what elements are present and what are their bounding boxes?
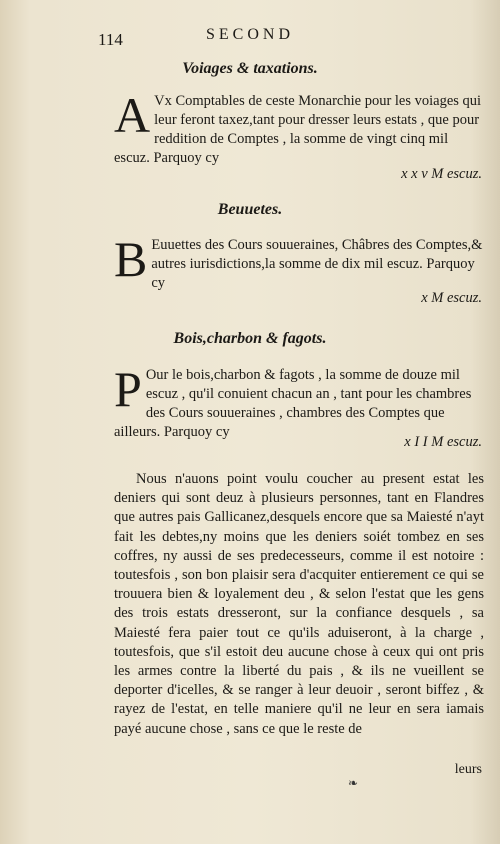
page-header [0, 20, 500, 48]
paragraph-text: Our le bois,charbon & fagots , la somme de douze mil escuz , qu'il conuient chacun an , tant pour les chambres des Cours souueraines , chambres des Comptes que ailleurs. Parquoy cy [114, 367, 472, 440]
section-paragraph-beuuetes [114, 231, 484, 293]
catchword: leurs [454, 762, 482, 777]
dropcap-a: A [114, 87, 151, 143]
dropcap-b: B [114, 231, 148, 287]
sum-bois: x I I M escuz. [404, 434, 482, 450]
sum-voiages: x x v M escuz. [401, 166, 482, 182]
page-number: 114 [98, 30, 123, 49]
dropcap-p: P [114, 361, 142, 417]
sum-beuuetes: x M escuz. [421, 290, 482, 306]
section-paragraph-voiages [114, 87, 484, 168]
section-heading-bois: Bois,charbon & fagots. [173, 330, 327, 347]
paragraph-text: Vx Comptables de ceste Monarchie pour les voiages qui leur feront taxez,tant pour dresser leurs estats , que pour reddition de Comptes , la somme de vingt cinq mil escuz. Parquoy cy [114, 93, 482, 166]
paragraph-text: Euuettes des Cours souueraines, Châbres des Comptes,& autres iurisdictions,la somme de dix mil escuz. Parquoy cy [151, 237, 483, 291]
running-head: SECOND [205, 26, 294, 43]
ornament-icon: ❧ [348, 776, 359, 790]
body-paragraph: Nous n'auons point voulu coucher au present estat les deniers qui sont deuz à plusieurs personnes, tant en Flandres que autres pais Gallicanez,desquels encore que sa Maiesté n'ayt fait les debtes,ny moins que les deniers soiét tombez en ses coffres, ny aussi de ses predecesseurs, comme il est notoire : toutesfois , son bon plaisir sera d'acquiter entierement ce qui se trouuera bien & loyalement deu , & selon l'estat que les gens des trois estats dresseront, sur la confiance desquels , sa Maiesté fera paier tout ce qu'ils aduiseront, à la charge , toutesfois, que s'il estoit deu aucune chose à ceux qui ont pris les armes contre la liberté du pais , & ils ne vueillent se deporter d'icelles, & se ranger à leur deuoir , seront biffez , & rayez de l'estat, en telle maniere qu'il ne leur en sera iamais payé aucune chose , sans ce que le reste de [114, 471, 484, 737]
section-heading-voiages: Voiages & taxations. [182, 60, 318, 77]
section-paragraph-bois [114, 361, 484, 442]
section-heading-beuuetes: Beuuetes. [217, 201, 283, 218]
